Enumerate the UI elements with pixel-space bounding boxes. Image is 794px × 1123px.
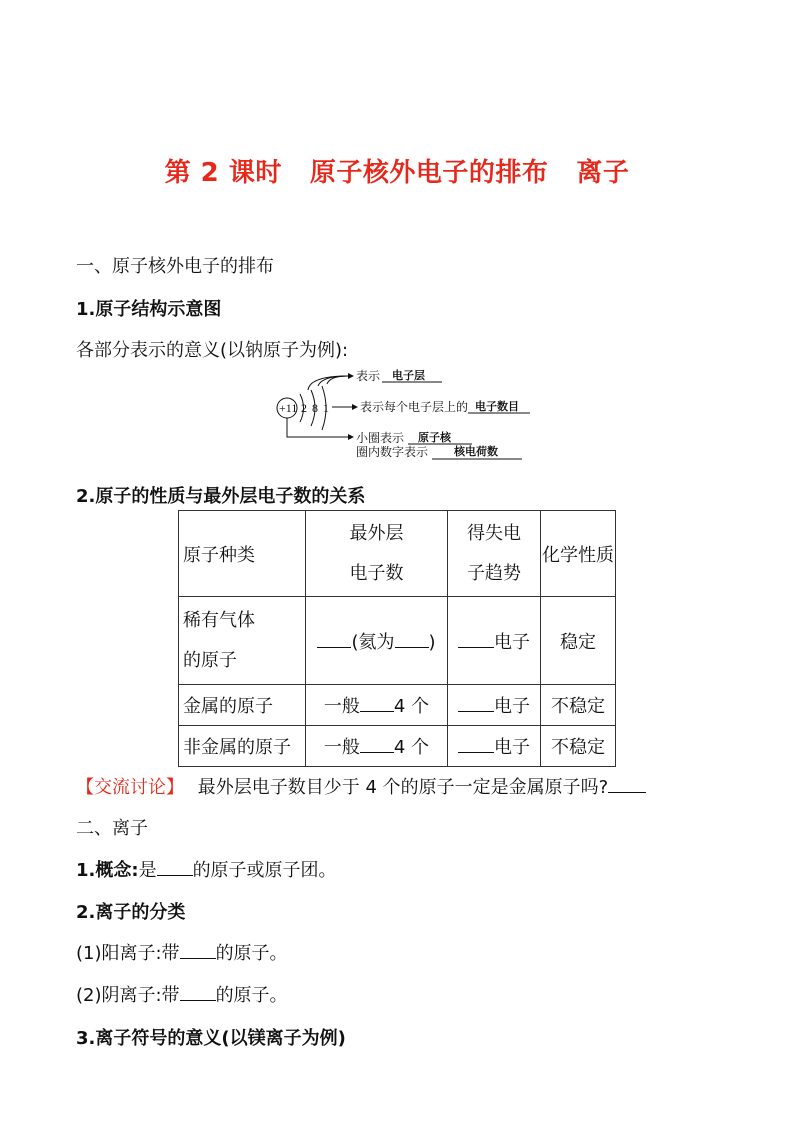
diagram-label-2-prefix: 表示每个电子层上的 bbox=[360, 400, 469, 414]
arrow-1 bbox=[348, 373, 354, 379]
diagram-label-3-prefix: 小圈表示 bbox=[356, 431, 405, 445]
blank-field[interactable] bbox=[458, 697, 494, 712]
shell-electrons-3: 1 bbox=[323, 401, 329, 415]
classify-label: 2.离子的分类 bbox=[76, 902, 186, 923]
blank-field[interactable] bbox=[317, 633, 351, 648]
discussion bbox=[76, 773, 646, 799]
title-lesson: 第 2 课时 bbox=[164, 158, 282, 188]
table-row bbox=[179, 726, 616, 767]
diagram-answer-2: 电子数目 bbox=[475, 401, 519, 413]
blank-field[interactable] bbox=[608, 778, 646, 793]
blank-field[interactable] bbox=[157, 861, 193, 876]
blank-field[interactable] bbox=[180, 986, 216, 1001]
section1-heading: 一、原子核外电子的排布 bbox=[76, 256, 274, 277]
pointer-shells-b bbox=[318, 376, 348, 386]
diagram-label-1-prefix: 表示 bbox=[356, 369, 381, 383]
concept-label: 1.概念: bbox=[76, 860, 139, 881]
arrow-2 bbox=[352, 404, 358, 410]
diagram-answer-3: 原子核 bbox=[418, 432, 451, 444]
cell-atom-type: 非金属的原子 bbox=[179, 726, 306, 767]
item1-label: 1.原子结构示意图 bbox=[76, 299, 222, 320]
blank-field[interactable] bbox=[360, 738, 394, 753]
header-chem-property: 化学性质 bbox=[541, 511, 616, 597]
item1-desc: 各部分表示的意义(以钠原子为例): bbox=[76, 340, 349, 361]
cation-line: (1)阳离子:带 的原子。 bbox=[76, 943, 288, 964]
cell-atom-type: 金属的原子 bbox=[179, 685, 306, 726]
diagram-answer-1: 电子层 bbox=[392, 370, 425, 382]
cell-chem-property: 不稳定 bbox=[541, 685, 616, 726]
item2-label: 2.原子的性质与最外层电子数的关系 bbox=[76, 486, 366, 507]
blank-field[interactable] bbox=[360, 697, 394, 712]
shell-electrons-2: 8 bbox=[312, 401, 318, 415]
cell-outer-electrons: (氦为 ) bbox=[306, 597, 448, 685]
cell-gain-loss: 电子 bbox=[448, 685, 541, 726]
header-gain-loss: 得失电 子趋势 bbox=[448, 511, 541, 597]
blank-field[interactable] bbox=[395, 633, 429, 648]
diagram-answer-4: 核电荷数 bbox=[454, 446, 498, 458]
discussion-text: 最外层电子数目少于 4 个的原子一定是金属原子吗? bbox=[197, 777, 609, 798]
pointer-nucleus bbox=[287, 418, 348, 437]
cell-chem-property: 稳定 bbox=[541, 597, 616, 685]
title-topic: 原子核外电子的排布 bbox=[309, 158, 549, 188]
properties-table bbox=[178, 510, 616, 767]
discussion-tag: 【交流讨论】 bbox=[76, 777, 184, 798]
header-atom-type: 原子种类 bbox=[179, 511, 306, 597]
arrow-3 bbox=[348, 434, 354, 440]
title-subtopic: 离子 bbox=[576, 158, 630, 188]
table-row bbox=[179, 685, 616, 726]
blank-field[interactable] bbox=[180, 944, 216, 959]
section2-heading: 二、离子 bbox=[76, 818, 148, 839]
nucleus-number: +11 bbox=[279, 401, 298, 415]
cell-chem-property: 不稳定 bbox=[541, 726, 616, 767]
cell-outer-electrons: 一般 4 个 bbox=[306, 685, 448, 726]
sodium-atom-diagram bbox=[270, 362, 540, 462]
cell-gain-loss: 电子 bbox=[448, 597, 541, 685]
blank-field[interactable] bbox=[458, 633, 494, 648]
page-title bbox=[0, 152, 794, 189]
diagram-label-4-prefix: 圈内数字表示 bbox=[356, 445, 429, 459]
symbol-label: 3.离子符号的意义(以镁离子为例) bbox=[76, 1028, 346, 1049]
cell-outer-electrons: 一般 4 个 bbox=[306, 726, 448, 767]
blank-field[interactable] bbox=[458, 738, 494, 753]
table-row bbox=[179, 597, 616, 685]
header-outer-electrons: 最外层 电子数 bbox=[306, 511, 448, 597]
concept-line: 1.概念:是 的原子或原子团。 bbox=[76, 860, 337, 881]
cell-gain-loss: 电子 bbox=[448, 726, 541, 767]
table-header-row bbox=[179, 511, 616, 597]
anion-line: (2)阴离子:带 的原子。 bbox=[76, 985, 288, 1006]
shell-electrons-1: 2 bbox=[301, 401, 307, 415]
cell-atom-type: 稀有气体 的原子 bbox=[179, 597, 306, 685]
